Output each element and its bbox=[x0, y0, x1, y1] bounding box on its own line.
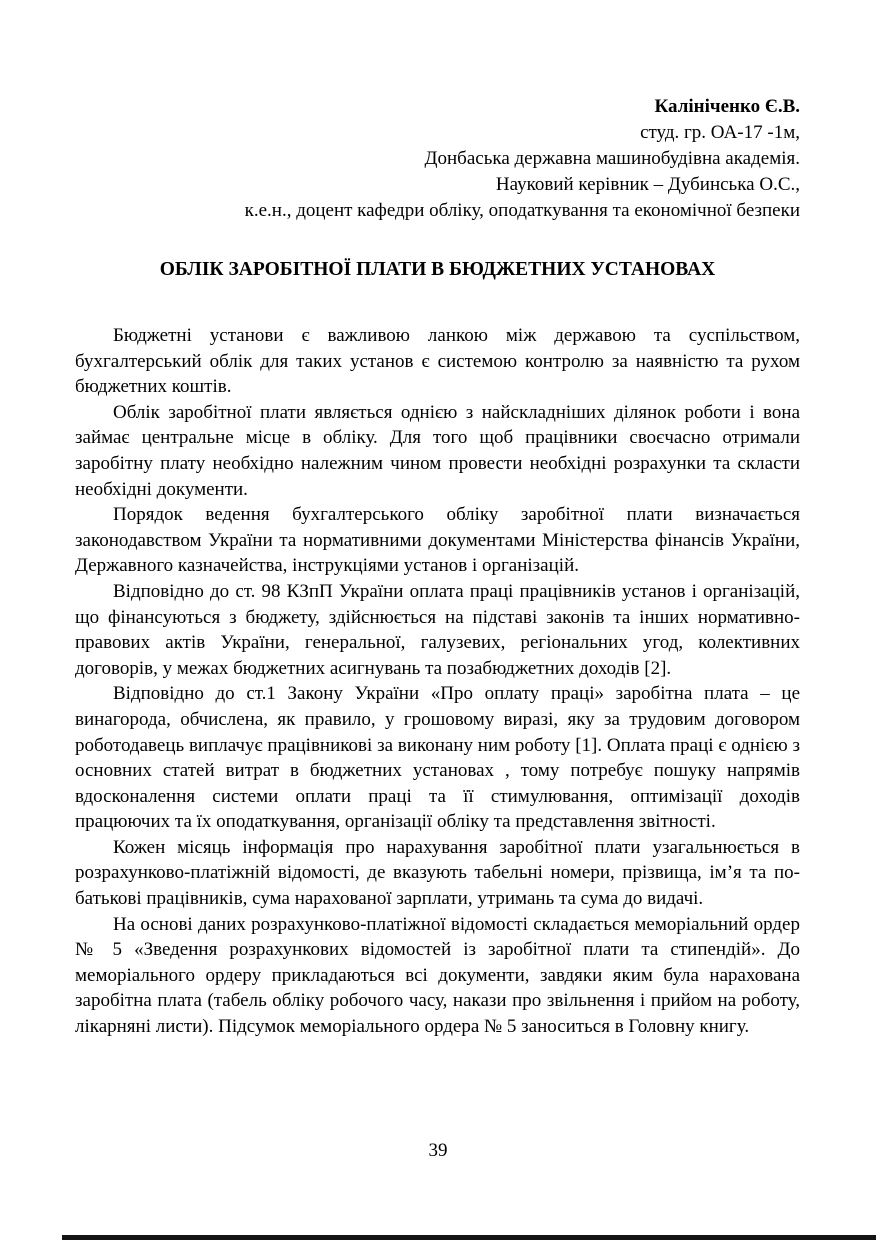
paragraph: На основі даних розрахунково-платіжної відомості складається меморіальний ордер № 5 «Зведення розрахункових відомостей із заробітної плати та стипендій». До меморіального ордеру прикладаються всі документи, завдяки яким була нарахована заробітна плата (табель обліку робочого часу, накази про звільнення і прийом на роботу, лікарняні листи). Підсумок меморіального ордера № 5 заноситься в Головну книгу. bbox=[75, 913, 800, 1038]
paragraph: Облік заробітної плати являється однією з найскладніших ділянок роботи і вона займає центральне місце в обліку. Для того щоб працівники своєчасно отримали заробітну плату необхідно належним чином провести необхідні розрахунки та скласти необхідні документи. bbox=[75, 401, 800, 500]
page-number: 39 bbox=[428, 1140, 448, 1161]
author-group-line: студ. гр. ОА-17 -1м, bbox=[640, 122, 800, 143]
supervisor-title-line: к.е.н., доцент кафедри обліку, оподаткування та економічної безпеки bbox=[244, 200, 800, 221]
paragraph: Відповідно до ст.1 Закону України «Про оплату праці» заробітна плата – це винагорода, обчислена, як правило, у грошовому виразі, яку за трудовим договором роботодавець виплачує працівникові за виконану ним роботу [1]. Оплата праці є однією з основних статей витрат в бюджетних установах , тому потребує пошуку напрямів вдосконалення системи оплати праці та її стимулювання, оптимізації доходів працюючих та їх оподаткування, організації обліку та представлення звітності. bbox=[75, 683, 800, 833]
paragraph: Бюджетні установи є важливою ланкою між державою та суспільством, бухгалтерський облік для таких установ є системою контролю за наявністю та рухом бюджетних коштів. bbox=[75, 325, 800, 398]
paragraph: Відповідно до ст. 98 КЗпП України оплата праці працівників установ і організацій, що фінансуються з бюджету, здійснюється на підставі законів та інших нормативно-правових актів України, генеральної, галузевих, регіональних угод, колективних договорів, у межах бюджетних асигнувань та позабюджетних доходів [2]. bbox=[75, 580, 800, 679]
paragraph: Порядок ведення бухгалтерського обліку заробітної плати визначається законодавством України та нормативними документами Міністерства фінансів України, Державного казначейства, інструкціями установ і організацій. bbox=[75, 504, 800, 577]
author-name: Калініченко Є.В. bbox=[654, 96, 800, 117]
paper-title: ОБЛІК ЗАРОБІТНОЇ ПЛАТИ В БЮДЖЕТНИХ УСТАНОВАХ bbox=[159, 259, 716, 280]
author-block bbox=[75, 94, 800, 224]
scan-edge-artifact bbox=[62, 1235, 876, 1240]
author-affiliation-line: Донбаська державна машинобудівна академія. bbox=[424, 148, 800, 169]
paper-body bbox=[75, 323, 800, 1040]
supervisor-line: Науковий керівник – Дубинська О.С., bbox=[495, 174, 800, 195]
paragraph: Кожен місяць інформація про нарахування заробітної плати узагальнюється в розрахунково-платіжній відомості, де вказують табельні номери, прізвища, ім’я та по-батькові працівників, сума нарахованої зарплати, утримань та сума до видачі. bbox=[75, 836, 800, 910]
